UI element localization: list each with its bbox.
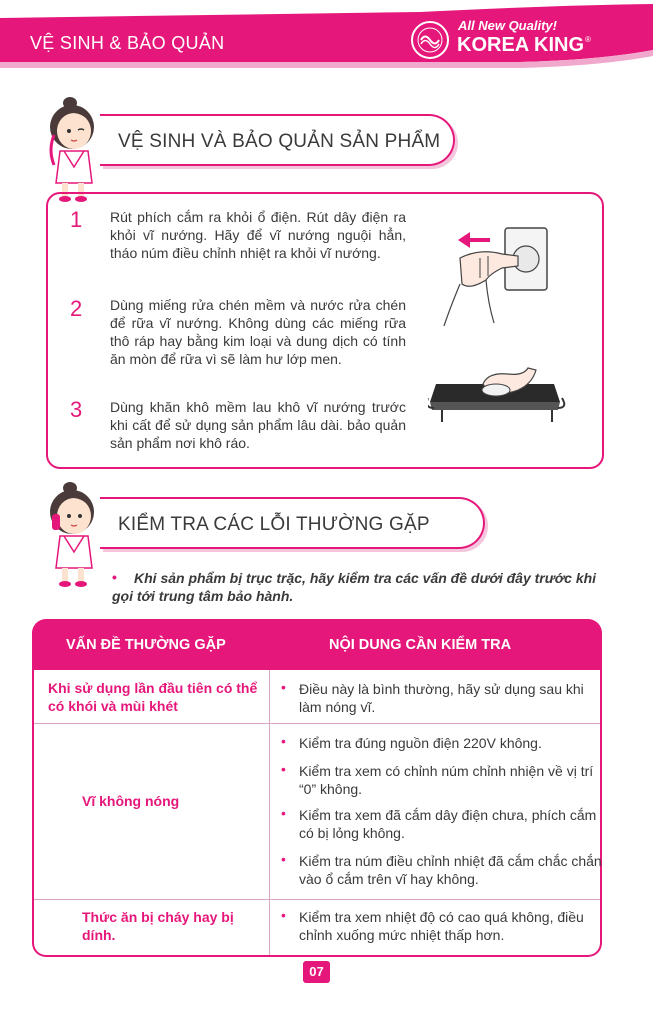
step-text: Rút phích cắm ra khỏi ổ điện. Rút dây điện ra khỏi vĩ nướng. Hãy để vĩ nướng nguội hẳn, tháo núm điều chỉnh nhiệt ra khỏi vĩ nướng. [110,209,406,261]
table-row-check: • Điều này là bình thường, hãy sử dụng sau khi làm nóng vĩ. [281,679,584,715]
troubleshoot-note: Khi sản phẩm bị trục trặc, hãy kiểm tra các vấn đề dưới đây trước khi gọi tới trung tâm bảo hành. [112,570,597,604]
table-row-issue: Vĩ không nóng [82,793,180,809]
table-row-check: • Kiểm tra xem đã cắm dây điện chưa, phích cắm có bị lỏng không. [281,805,597,841]
bullet: • [281,679,286,695]
table-row-issue: Thức ăn bị cháy hay bị dính. [82,909,234,943]
table-row-issue: Khi sử dụng lần đầu tiên có thể có khói và mùi khét [48,680,258,714]
note-bullet: • [112,569,117,585]
table-row-check: • Kiểm tra núm điều chỉnh nhiệt đã cắm chắc chắn vào ổ cắm trên vĩ hay không. [281,851,602,887]
bullet: • [281,733,286,749]
brand-tagline: All New Quality! [458,18,557,33]
mascot-girl-icon [40,95,108,207]
step-text: Dùng khăn khô mềm lau khô vĩ nướng trước khi cất để sử dụng sản phẩm lâu dài. bảo quản sản phẩm nơi khô ráo. [110,399,406,451]
row-divider [34,899,600,900]
header-title: VỆ SINH & BẢO QUẢN [30,33,225,53]
table-header [32,619,602,670]
page-number: 07 [303,961,330,983]
troubleshoot-table [32,619,602,957]
grill-cleaning-illustration-icon [428,364,568,434]
table-row-check: • Kiểm tra xem có chỉnh núm chỉnh nhiện về vị trí “0” không. [281,761,594,797]
bullet: • [281,761,286,777]
page-header [0,0,653,68]
bullet: • [281,805,286,821]
step-number: 2 [70,296,83,321]
step-number: 1 [70,207,83,232]
section-title-cleaning: VỆ SINH VÀ BẢO QUẢN SẢN PHẨM [118,131,441,152]
column-header-check: NỘI DUNG CẦN KIỂM TRA [329,637,512,653]
table-body [32,670,602,957]
column-divider [269,670,270,955]
section-title-troubleshoot: KIỂM TRA CÁC LỖI THƯỜNG GẶP [118,514,430,535]
step-text: Dùng miếng rửa chén mềm và nước rửa chén để rữa vĩ nướng. Không dùng các miếng rữa thô ráp hay bằng kim loại và dung dịch có tính ăn mòn để rữa vì sẽ làm hư lớp men. [110,297,406,367]
table-row-check: • Kiểm tra đúng nguồn điện 220V không. [281,733,542,751]
trademark-symbol: ® [585,35,591,44]
bullet: • [281,851,286,867]
brand-logo-icon [410,20,450,60]
table-row-check: • Kiểm tra xem nhiệt độ có cao quá không, điều chỉnh xuống mức nhiệt thấp hơn. [281,907,584,943]
column-header-issue: VẤN ĐỀ THƯỜNG GẶP [66,637,226,653]
mascot-girl-phone-icon [40,480,108,592]
bullet: • [281,907,286,923]
brand-name: KOREA KING [457,34,585,56]
step-number: 3 [70,397,83,422]
row-divider [34,723,600,724]
unplug-illustration-icon [440,218,560,333]
